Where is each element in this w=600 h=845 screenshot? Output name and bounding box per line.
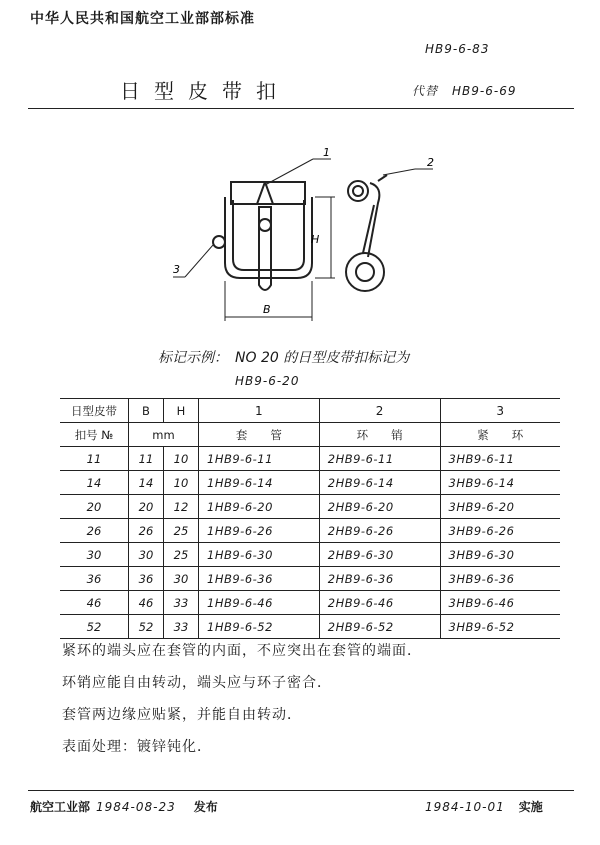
col-header-size-no: 扣号 № (60, 423, 129, 447)
col-header-part-3: 3 (440, 399, 560, 423)
table-row (60, 591, 560, 615)
marking-example: 标记示例： NO 20 的日型皮带扣标记为 (158, 350, 410, 366)
cell-ring-pin-code: 2HB9-6-46 (319, 591, 440, 615)
marking-code: HB9-6-20 (235, 374, 300, 388)
cell-b: 36 (129, 567, 164, 591)
col-header-part-1: 1 (199, 399, 320, 423)
cell-sleeve-code: 1HB9-6-20 (199, 495, 320, 519)
col-header-part-2: 2 (319, 399, 440, 423)
cell-sleeve-code: 1HB9-6-11 (199, 447, 320, 471)
buckle-frame-inner (233, 200, 304, 270)
table-head-row-2 (60, 423, 560, 447)
cell-size: 26 (60, 519, 129, 543)
side-ring-bottom (346, 253, 384, 291)
note-3: 套管两边缘应贴紧，并能自由转动． (62, 707, 302, 723)
cell-ring-pin-code: 2HB9-6-30 (319, 543, 440, 567)
cell-ring-pin-code: 2HB9-6-11 (319, 447, 440, 471)
cell-size: 36 (60, 567, 129, 591)
cell-h: 30 (164, 567, 199, 591)
cell-tight-ring-code: 3HB9-6-26 (440, 519, 560, 543)
cell-tight-ring-code: 3HB9-6-14 (440, 471, 560, 495)
cell-h: 10 (164, 447, 199, 471)
callout-3: 3 (173, 263, 180, 276)
issue-label: 发布 (193, 800, 218, 814)
bottom-rule (28, 790, 574, 791)
cell-sleeve-code: 1HB9-6-30 (199, 543, 320, 567)
ring-pin (213, 236, 225, 248)
cell-tight-ring-code: 3HB9-6-11 (440, 447, 560, 471)
cell-tight-ring-code: 3HB9-6-20 (440, 495, 560, 519)
note-2: 环销应能自由转动，端头应与环子密合． (62, 675, 332, 691)
table-head-row-1 (60, 399, 560, 423)
cell-b: 14 (129, 471, 164, 495)
col-header-tight-ring: 紧 环 (440, 423, 560, 447)
cell-tight-ring-code: 3HB9-6-46 (440, 591, 560, 615)
cell-ring-pin-code: 2HB9-6-14 (319, 471, 440, 495)
footer-issuer: 航空工业部 (30, 800, 91, 814)
footer-issue (30, 798, 218, 815)
cell-tight-ring-code: 3HB9-6-36 (440, 567, 560, 591)
cell-b: 20 (129, 495, 164, 519)
cell-sleeve-code: 1HB9-6-46 (199, 591, 320, 615)
issuer-header: 中华人民共和国航空工业部部标准 (30, 11, 255, 27)
cell-b: 46 (129, 591, 164, 615)
side-ring-top (348, 181, 368, 201)
col-header-sleeve: 套 管 (199, 423, 320, 447)
dimension-b: B (263, 303, 271, 316)
document-title: 日型皮带扣 (120, 79, 290, 103)
issue-date: 1984-08-23 (96, 800, 176, 814)
col-header-h: H (164, 399, 199, 423)
note-4: 表面处理：镀锌钝化． (62, 739, 212, 755)
cell-size: 11 (60, 447, 129, 471)
spec-table-body (60, 447, 560, 639)
side-clip (363, 183, 379, 257)
cell-h: 10 (164, 471, 199, 495)
cell-b: 11 (129, 447, 164, 471)
cell-b: 52 (129, 615, 164, 639)
table-row (60, 447, 560, 471)
cell-b: 26 (129, 519, 164, 543)
callout-1: 1 (323, 146, 330, 159)
cell-sleeve-code: 1HB9-6-14 (199, 471, 320, 495)
note-1: 紧环的端头应在套管的内面，不应突出在套管的端面． (62, 643, 422, 659)
col-header-size: 日型皮带 (60, 399, 129, 423)
cell-tight-ring-code: 3HB9-6-30 (440, 543, 560, 567)
cell-sleeve-code: 1HB9-6-52 (199, 615, 320, 639)
table-row (60, 615, 560, 639)
cell-size: 52 (60, 615, 129, 639)
cell-h: 33 (164, 591, 199, 615)
dimension-h: H (311, 233, 320, 246)
cell-h: 12 (164, 495, 199, 519)
spec-table (60, 398, 560, 639)
cell-h: 25 (164, 519, 199, 543)
cell-size: 30 (60, 543, 129, 567)
top-rule (28, 108, 574, 109)
cell-size: 46 (60, 591, 129, 615)
cell-tight-ring-code: 3HB9-6-52 (440, 615, 560, 639)
footer-effective (425, 798, 543, 815)
standard-number: HB9-6-83 (425, 42, 490, 56)
table-row (60, 495, 560, 519)
cell-ring-pin-code: 2HB9-6-52 (319, 615, 440, 639)
table-row (60, 519, 560, 543)
cell-sleeve-code: 1HB9-6-36 (199, 567, 320, 591)
cell-b: 30 (129, 543, 164, 567)
cell-h: 33 (164, 615, 199, 639)
buckle-drawing (165, 145, 455, 325)
table-row (60, 543, 560, 567)
col-header-b: B (129, 399, 164, 423)
effective-label: 实施 (518, 800, 543, 814)
callout-2: 2 (427, 156, 434, 169)
cell-ring-pin-code: 2HB9-6-26 (319, 519, 440, 543)
replaces-note (412, 82, 516, 99)
cell-size: 20 (60, 495, 129, 519)
cell-ring-pin-code: 2HB9-6-20 (319, 495, 440, 519)
col-header-ring-pin: 环 销 (319, 423, 440, 447)
cell-size: 14 (60, 471, 129, 495)
replaces-label: 代替 (412, 84, 439, 98)
table-row (60, 471, 560, 495)
effective-date: 1984-10-01 (425, 800, 505, 814)
replaces-code: HB9-6-69 (452, 84, 517, 98)
table-row (60, 567, 560, 591)
cell-sleeve-code: 1HB9-6-26 (199, 519, 320, 543)
col-header-unit: mm (129, 423, 199, 447)
buckle-frame-outer (225, 197, 312, 278)
cell-ring-pin-code: 2HB9-6-36 (319, 567, 440, 591)
cell-h: 25 (164, 543, 199, 567)
